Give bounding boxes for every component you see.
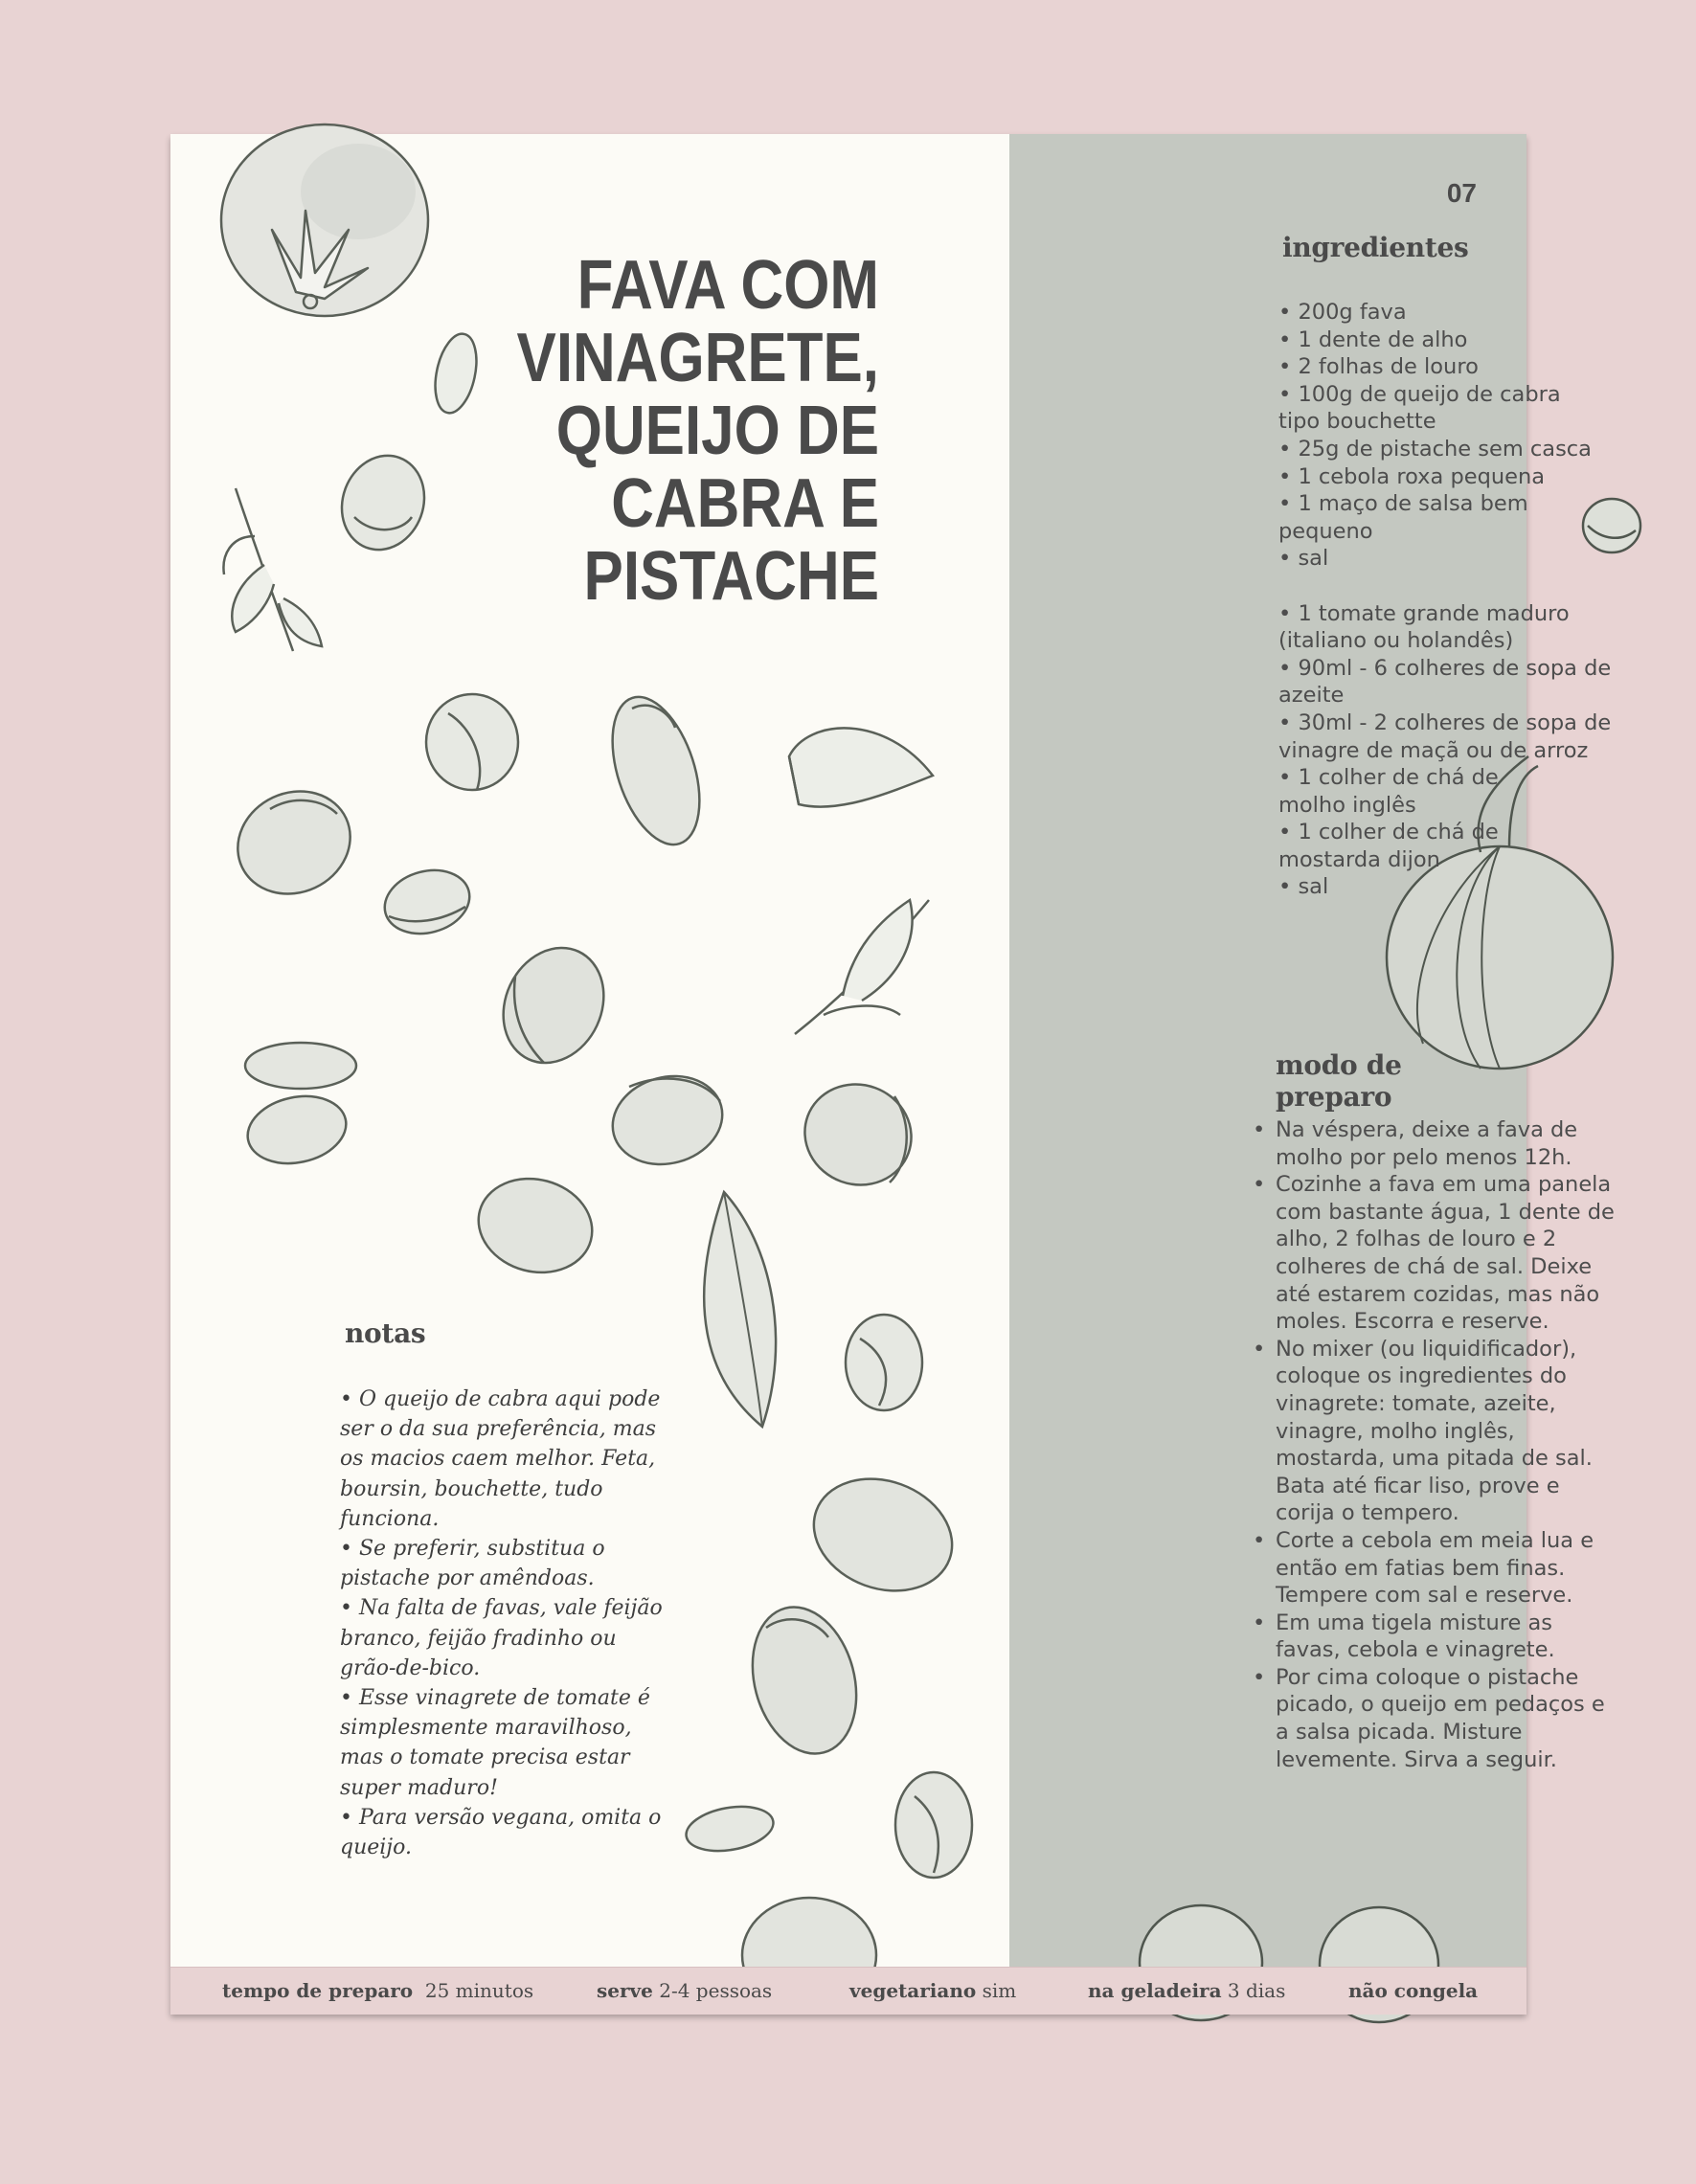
vegetarian-value: sim xyxy=(982,1979,1017,2002)
fridge-life xyxy=(1088,1979,1285,2002)
ingredient-item: • 25g de pistache sem casca xyxy=(1278,436,1623,463)
method-step: • Por cima coloque o pistache picado, o queijo em pedaços e a salsa picada. Misture levemente. Sirva a seguir. xyxy=(1276,1664,1620,1773)
prep-time xyxy=(222,1979,533,2002)
ingredient-item: • 1 dente de alho xyxy=(1278,326,1623,354)
vegetarian-label: vegetariano xyxy=(849,1979,977,2002)
right-panel xyxy=(1009,134,1615,1967)
pistachio-illustration xyxy=(841,1310,927,1419)
note-item: • O queijo de cabra aqui pode ser o da sua preferência, mas os macios caem melhor. Feta, boursin, bouchette, tudo funciona. xyxy=(340,1385,666,1534)
ingredient-item: • 100g de queijo de cabra tipo bouchette xyxy=(1278,381,1594,436)
parsley-illustration xyxy=(216,479,331,674)
fava-bean-illustration xyxy=(241,1039,366,1167)
title-line: PISTACHE xyxy=(583,538,879,615)
ingredient-item: • 1 colher de chá de mostarda dijon xyxy=(1278,819,1537,873)
title-line: VINAGRETE, xyxy=(516,320,879,396)
notes-list xyxy=(340,1385,666,1862)
freeze-label: não congela xyxy=(1348,1979,1479,2002)
recipe-page xyxy=(170,134,1615,2014)
ingredients-heading: ingredientes xyxy=(1282,232,1469,263)
freezing xyxy=(1348,1979,1478,2002)
recipe-title xyxy=(451,249,879,613)
ingredient-item: • 1 maço de salsa bem pequeno xyxy=(1278,490,1566,545)
method-step: • Na véspera, deixe a fava de molho por pelo menos 12h. xyxy=(1276,1116,1620,1171)
ingredient-item: • sal xyxy=(1278,545,1623,573)
fava-bean-illustration xyxy=(747,1599,862,1766)
parsley-illustration xyxy=(785,881,938,1047)
ingredient-item: • 1 colher de chá de molho inglês xyxy=(1278,764,1537,819)
pistachio-illustration xyxy=(780,709,942,827)
method-step: • Corte a cebola em meia lua e então em fatias bem finas. Tempere com sal e reserve. xyxy=(1276,1527,1620,1610)
note-item: • Para versão vegana, omita o queijo. xyxy=(340,1803,666,1862)
fava-bean-illustration xyxy=(806,1473,960,1601)
method-step: • Cozinhe a fava em uma panela com bastante água, 1 dente de alho, 2 folhas de louro e 2 colheres de chá de sal. Deixe até estarem cozidas, mas não moles. Escorra e reserve. xyxy=(1276,1171,1620,1336)
ingredient-item: • 90ml - 6 colheres de sopa de azeite xyxy=(1278,655,1614,709)
fava-bean-illustration xyxy=(473,1173,598,1282)
method-step: • Em uma tigela misture as favas, cebola e vinagrete. xyxy=(1276,1610,1620,1664)
list-spacer xyxy=(1278,573,1623,600)
servings-label: serve xyxy=(597,1979,653,2002)
ingredient-item: • 1 cebola roxa pequena xyxy=(1278,463,1623,491)
prep-time-value: 25 minutos xyxy=(424,1979,534,2002)
fava-bean-illustration xyxy=(603,689,709,856)
note-item: • Na falta de favas, vale feijão branco, feijão fradinho ou grão-de-bico. xyxy=(340,1593,666,1683)
page-number: 07 xyxy=(1446,178,1477,208)
title-line: FAVA COM xyxy=(577,247,879,324)
fava-bean-illustration xyxy=(605,1068,730,1177)
pistachio-illustration xyxy=(891,1767,977,1886)
note-item: • Esse vinagrete de tomate é simplesmente maravilhoso, mas o tomate precisa estar super maduro! xyxy=(340,1683,666,1803)
recipe-info-bar xyxy=(170,1967,1526,2015)
tomato-illustration xyxy=(205,115,444,339)
notes-heading: notas xyxy=(345,1317,426,1349)
ingredient-item: • sal xyxy=(1278,873,1623,901)
ingredients-list xyxy=(1278,299,1623,901)
title-line: QUEIJO DE xyxy=(555,393,879,469)
fridge-label: na geladeira xyxy=(1088,1979,1222,2002)
fava-bean-illustration xyxy=(379,864,475,944)
prep-time-label: tempo de preparo xyxy=(222,1979,414,2002)
left-panel xyxy=(170,134,1009,1967)
method-heading: modo de preparo xyxy=(1276,1049,1402,1113)
ingredient-item: • 2 folhas de louro xyxy=(1278,353,1623,381)
fava-bean-illustration xyxy=(232,785,356,904)
note-item: • Se preferir, substitua o pistache por amêndoas. xyxy=(340,1534,666,1593)
pistachio-illustration xyxy=(419,689,525,799)
servings-value: 2-4 pessoas xyxy=(659,1979,773,2002)
fridge-value: 3 dias xyxy=(1227,1979,1286,2002)
fava-bean-illustration xyxy=(682,1800,778,1861)
method-step: • No mixer (ou liquidificador), coloque os ingredientes do vinagrete: tomate, azeite, vinagre, molho inglês, mostarda, uma pitada de sal. Bata até ficar liso, prove e corija o tempero. xyxy=(1276,1336,1620,1527)
ingredient-item: • 30ml - 2 colheres de sopa de vinagre de maçã ou de arroz xyxy=(1278,709,1614,764)
servings xyxy=(597,1979,772,2002)
title-line: CABRA E xyxy=(611,465,879,542)
method-steps xyxy=(1276,1116,1620,1773)
bay-leaf-illustration xyxy=(686,1187,791,1440)
fava-bean-illustration xyxy=(335,450,431,559)
ingredient-item: • 1 tomate grande maduro (italiano ou holandês) xyxy=(1278,600,1585,655)
ingredient-item: • 200g fava xyxy=(1278,299,1623,326)
vegetarian xyxy=(849,1979,1016,2002)
pistachio-illustration xyxy=(496,938,611,1076)
fava-bean-illustration xyxy=(799,1077,923,1196)
